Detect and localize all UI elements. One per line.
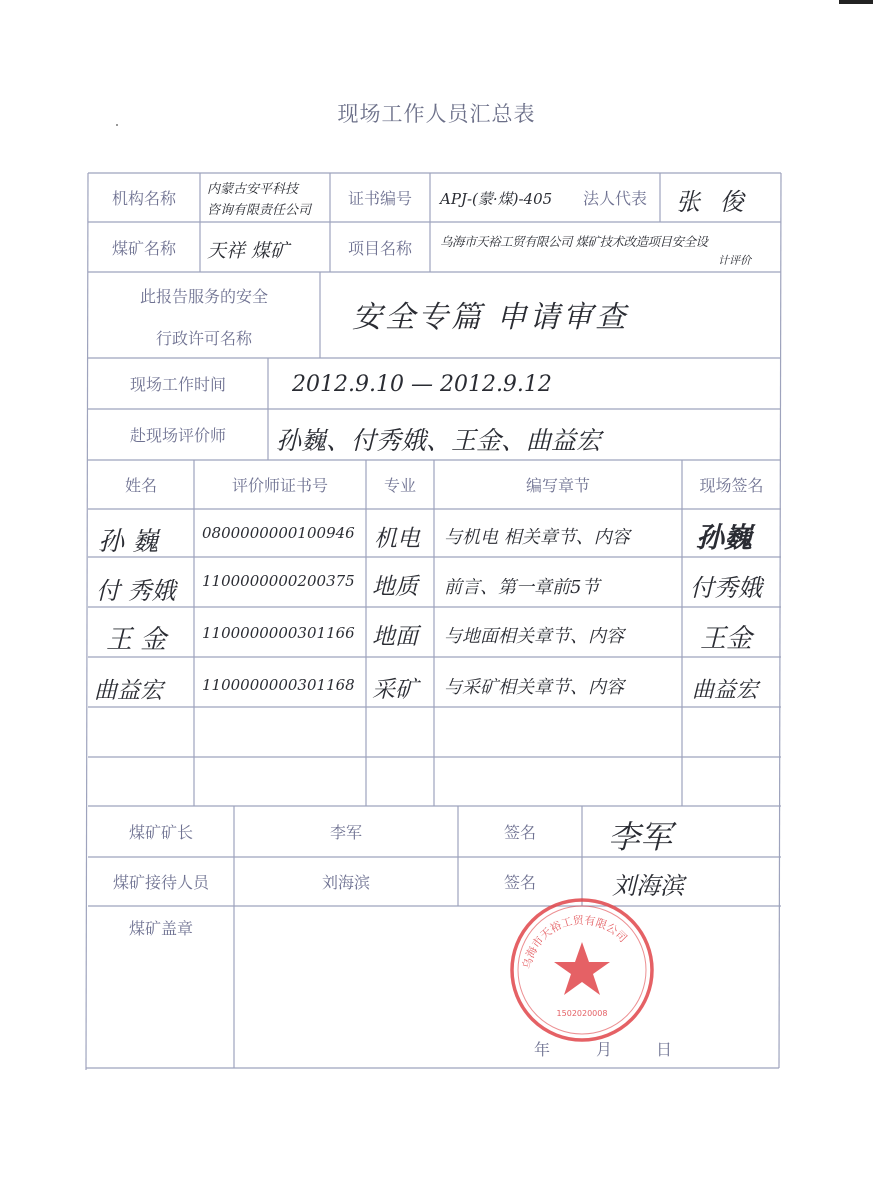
svg-text:乌海市天裕工贸有限公司 [519, 914, 629, 970]
staff-major: 机电 [374, 526, 420, 552]
date-day-label: 日 [655, 1039, 672, 1059]
label-mine-seal: 煤矿盖章 [128, 918, 193, 938]
seal-company-name: 乌海市天裕工贸有限公司 [520, 913, 630, 971]
seal-star-icon [554, 942, 610, 995]
column-header-sign: 现场签名 [699, 476, 764, 495]
assessors-value: 孙巍、付秀娥、王金、曲益宏 [276, 426, 602, 455]
label-cert-no: 证书编号 [347, 189, 412, 208]
staff-signature: 付秀娥 [690, 574, 762, 602]
work-time-value: 2012.9.10 — 2012.9.12 [292, 372, 552, 397]
staff-name: 付 秀娥 [96, 577, 176, 605]
label-org-name: 机构名称 [111, 189, 176, 208]
staff-major: 地质 [372, 574, 418, 600]
license-value: 安全专篇 申请审查 [352, 300, 629, 335]
staff-name: 孙 巍 [98, 527, 159, 557]
label-legal-rep: 法人代表 [582, 189, 647, 208]
receptionist-name: 刘海滨 [321, 873, 370, 892]
staff-name: 王 金 [106, 625, 167, 655]
staff-cert: 0800000000100946 [202, 524, 355, 542]
label-project-name: 项目名称 [347, 238, 412, 258]
legal-rep-value: 张 俊 [676, 188, 750, 216]
staff-signature: 孙巍 [696, 521, 753, 554]
company-seal-stamp [508, 896, 656, 1044]
project-name-line2: 计评价 [718, 254, 751, 267]
staff-chapter: 前言、第一章前5节 [444, 577, 600, 598]
org-name-line2: 咨询有限责任公司 [207, 203, 312, 218]
column-header-chapter: 编写章节 [525, 476, 590, 495]
staff-cert: 1100000000200375 [202, 572, 355, 590]
staff-signature: 曲益宏 [692, 678, 759, 703]
staff-major: 采矿 [372, 677, 418, 703]
label-sign-2: 签名 [503, 873, 536, 892]
staff-cert: 1100000000301166 [202, 624, 355, 642]
receptionist-signature: 刘海滨 [612, 872, 684, 900]
date-month-label: 月 [595, 1039, 612, 1059]
label-assessors: 赴现场评价师 [129, 426, 226, 445]
label-mine-name: 煤矿名称 [111, 238, 176, 258]
label-mine-head: 煤矿矿长 [128, 823, 193, 842]
project-name-line1: 乌海市天裕工贸有限公司 煤矿技术改造项目安全设 [440, 234, 708, 249]
label-license-line2: 行政许可名称 [155, 328, 252, 348]
label-sign-1: 签名 [503, 823, 536, 842]
column-header-cert: 评价师证书号 [231, 476, 328, 495]
seal-number: 1502020008 [556, 1009, 608, 1018]
mine-head-signature: 李军 [608, 818, 673, 856]
label-work-time: 现场工作时间 [129, 375, 226, 394]
page-title: 现场工作人员汇总表 [337, 102, 536, 126]
staff-major: 地面 [372, 624, 418, 650]
org-name-line1: 内蒙古安平科技 [207, 182, 299, 197]
staff-signature: 王金 [700, 624, 753, 654]
mine-name-value: 天祥 煤矿 [207, 240, 290, 262]
staff-name: 曲益宏 [94, 678, 163, 704]
staff-cert: 1100000000301168 [202, 676, 355, 694]
date-year-label: 年 [533, 1039, 550, 1059]
staff-chapter: 与机电 相关章节、内容 [444, 527, 630, 548]
label-license-line1: 此报告服务的安全 [139, 286, 268, 306]
column-header-name: 姓名 [124, 476, 157, 495]
mine-head-name: 李军 [329, 823, 362, 842]
label-receptionist: 煤矿接待人员 [112, 873, 209, 892]
staff-chapter: 与地面相关章节、内容 [444, 626, 624, 647]
staff-chapter: 与采矿相关章节、内容 [444, 677, 624, 698]
cert-no-value: APJ-(蒙·煤)-405 [440, 190, 553, 208]
column-header-major: 专业 [383, 476, 416, 495]
